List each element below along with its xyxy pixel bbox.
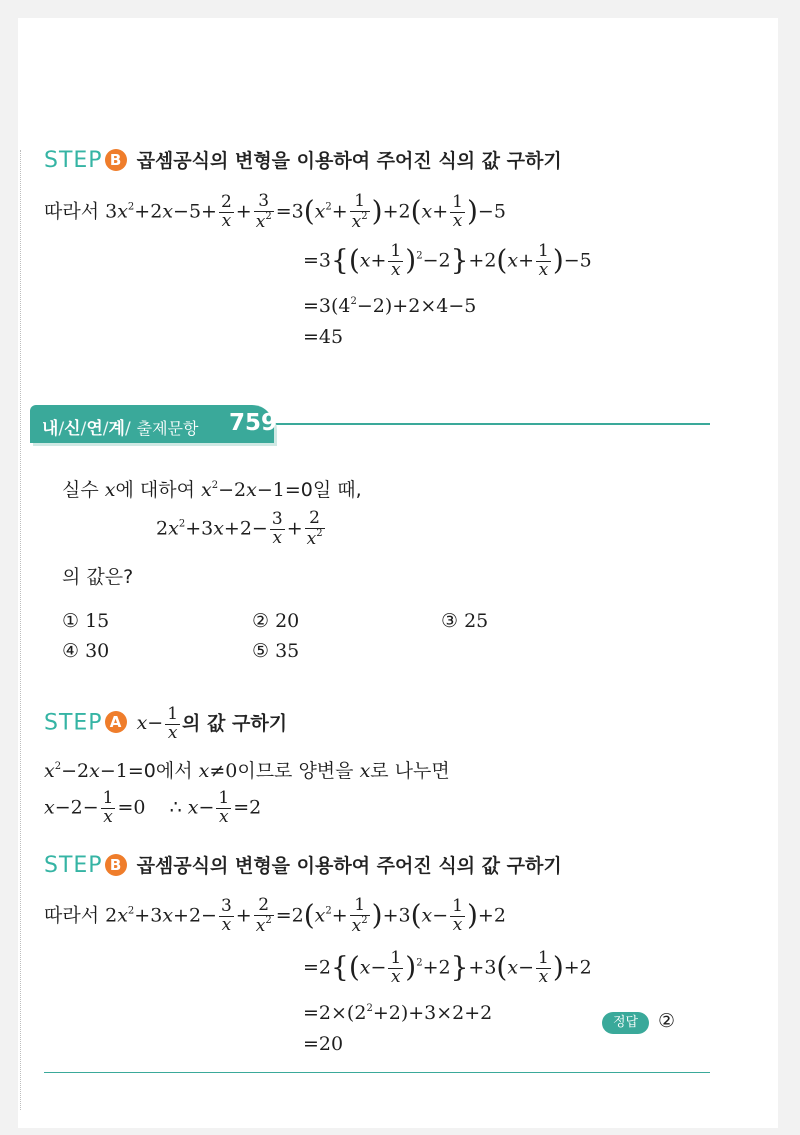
- answer-value: ②: [658, 1010, 676, 1032]
- step-label: STEP: [44, 710, 103, 736]
- solution-equation-line-1: 따라서 $2x^2+3x+2-$ $\frac{3}{x}$ + $\frac{2}{x^2}$ $=2(x^2+$ $\frac{1}{x^2}$ )+3(x− $\frac{1}{x}$ )+2: [44, 895, 506, 936]
- step-a-equation: x−2− $\frac{1}{x}$ =0 ∴ x− $\frac{1}{x}$ =2: [44, 788, 262, 827]
- step-a-text: $x^2-2x-1=0$에서 x≠0이므로 양변을 x로 나누면: [44, 760, 450, 782]
- equation-line-1: 따라서 $3x^2+2x-5+$ $\frac{2}{x}$ + $\frac{3}{x^2}$ $=3(x^2+$ $\frac{1}{x^2}$ )+2(x+ $\frac{1}{x}$ )−5: [44, 191, 506, 232]
- bottom-rule: [44, 1072, 710, 1073]
- equation-result-1: =45: [303, 326, 344, 348]
- step-b-heading-2: [44, 851, 562, 878]
- problem-ask: 의 값은?: [62, 566, 134, 588]
- margin-dotted-line: [20, 150, 21, 1110]
- solution-result: =20: [303, 1033, 344, 1055]
- problem-number: 759: [229, 410, 278, 436]
- problem-tab: [30, 405, 278, 443]
- choice-4: ④ 30: [62, 640, 110, 662]
- equation-line-3: $=3(4^2-2)+2\times 4-5$: [303, 295, 477, 317]
- equation-line-2: =3{(x+ $\frac{1}{x}$ )$^2$−2}+2(x+ $\frac{1}{x}$ )−5: [303, 241, 592, 280]
- step-title: 곱셈공식의 변형을 이용하여 주어진 식의 값 구하기: [136, 150, 562, 172]
- intro-word: 따라서: [44, 200, 100, 223]
- step-title: 곱셈공식의 변형을 이용하여 주어진 식의 값 구하기: [136, 855, 562, 877]
- step-b-heading-1: [44, 146, 562, 173]
- choice-2: ② 20: [252, 610, 300, 632]
- problem-expression: $2x^2+3x+2-$ $\frac{3}{x}$ + $\frac{2}{x^2}$: [156, 508, 323, 549]
- step-label: STEP: [44, 853, 103, 878]
- step-a-heading: STEP A x− $\frac{1}{x}$ 의 값 구하기: [44, 704, 288, 743]
- answer-badge: 정답: [602, 1012, 649, 1034]
- choice-1: ① 15: [62, 610, 110, 632]
- problem-tab-label: 내/신/연/계/ 출제문항: [42, 419, 199, 439]
- choice-3: ③ 25: [441, 610, 489, 632]
- choice-5: ⑤ 35: [252, 640, 300, 662]
- solution-equation-line-3: $=2\times(2^2+2)+3\times 2+2$: [303, 1002, 493, 1024]
- intro-word: 따라서: [44, 904, 100, 927]
- step-b-badge: B: [105, 149, 127, 171]
- step-label: STEP: [44, 148, 103, 173]
- problem-statement: 실수 x에 대하여 $x^2-2x-1=0$일 때,: [62, 479, 362, 501]
- step-a-title: 의 값 구하기: [182, 712, 288, 735]
- solution-equation-line-2: =2{(x− $\frac{1}{x}$ )$^2$+2}+3(x− $\frac{1}{x}$ )+2: [303, 948, 592, 987]
- step-b-badge: B: [105, 854, 127, 876]
- step-a-badge: A: [105, 711, 127, 733]
